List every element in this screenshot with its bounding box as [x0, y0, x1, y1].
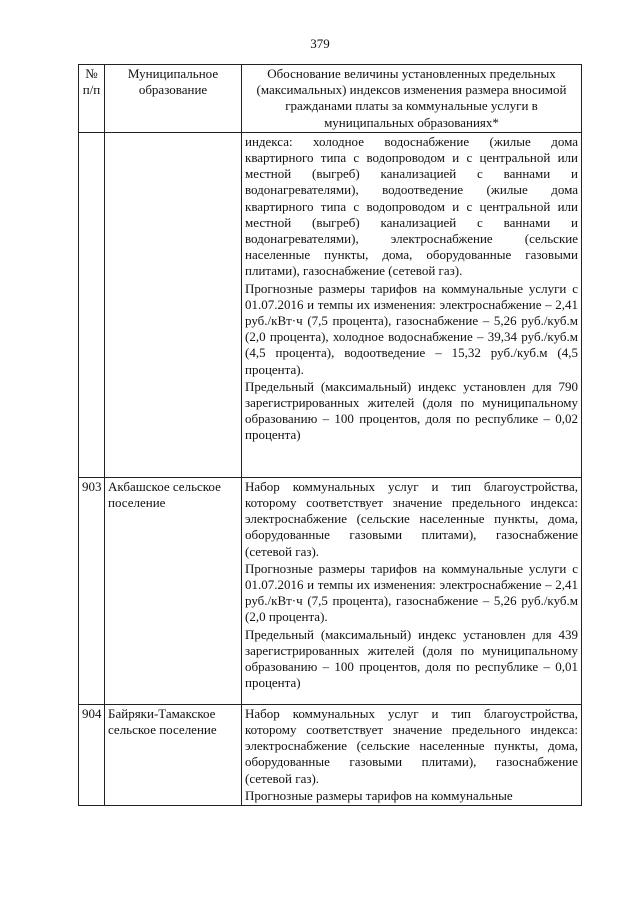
row-justification — [242, 477, 582, 704]
justification-paragraph: Набор коммунальных услуг и тип благоустройства, которому соответствует значение предельного индекса: электроснабжение (сельские населенные пункты, дома, оборудованные газовыми плитами), газоснабжение (сетевой газ). — [245, 705, 578, 786]
row-justification — [242, 704, 582, 805]
justification-paragraph: Прогнозные размеры тарифов на коммунальные услуги с 01.07.2016 и темпы их изменения: электроснабжение – 2,41 руб./кВт·ч (7,5 процента), газоснабжение – 5,26 руб./куб.м (2,0 процента), холодное водоснабжение – 39,34 руб./куб.м (4,5 процента), водоотведение – 15,32 руб./куб.м (4,5 процента). — [245, 280, 578, 377]
justification-paragraph: Прогнозные размеры тарифов на коммунальные услуги с 01.07.2016 и темпы их изменения: электроснабжение – 2,41 руб./кВт·ч (7,5 процента), газоснабжение – 5,26 руб./куб.м (2,0 процента). — [245, 560, 578, 625]
justification-paragraph: Прогнозные размеры тарифов на коммунальные — [245, 787, 513, 803]
header-number: № п/п — [79, 65, 105, 133]
table-row — [79, 704, 582, 805]
table-header-row — [79, 65, 582, 133]
table-row — [79, 477, 582, 704]
row-municipality: Байряки-Тамакское сельское поселение — [105, 704, 242, 805]
page-number: 379 — [310, 36, 330, 51]
row-justification — [242, 132, 582, 477]
row-number: 903 — [79, 477, 105, 704]
justification-paragraph: Предельный (максимальный) индекс установлен для 790 зарегистрированных жителей (доля по муниципальному образованию – 100 процентов, доля по республике – 0,02 процента) — [245, 378, 578, 443]
tariff-index-table — [78, 64, 582, 806]
row-number — [79, 132, 105, 477]
row-number: 904 — [79, 704, 105, 805]
table-row — [79, 132, 582, 477]
row-municipality: Акбашское сельское поселение — [105, 477, 242, 704]
row-municipality — [105, 132, 242, 477]
justification-paragraph: индекса: холодное водоснабжение (жилые дома квартирного типа с водопроводом и с центральной или местной (выгреб) канализацией с ваннами и водонагревателями), водоотведение (жилые дома квартирного типа с водопроводом и с центральной или местной (выгреб) канализацией с ваннами и водонагревателями), электроснабжение (сельские населенные пункты, дома, оборудованные газовыми плитами), газоснабжение (сетевой газ). — [245, 133, 578, 279]
justification-paragraph: Набор коммунальных услуг и тип благоустройства, которому соответствует значение предельного индекса: электроснабжение (сельские населенные пункты, дома, оборудованные газовыми плитами), газоснабжение (сетевой газ). — [245, 478, 578, 559]
header-municipality: Муниципальное образование — [105, 65, 242, 133]
justification-paragraph: Предельный (максимальный) индекс установлен для 439 зарегистрированных жителей (доля по муниципальному образованию – 100 процентов, доля по республике – 0,01 процента) — [245, 626, 578, 691]
header-justification: Обоснование величины установленных предельных (максимальных) индексов изменения размера вносимой гражданами платы за коммунальные услуги в муниципальных образованиях* — [242, 65, 582, 133]
